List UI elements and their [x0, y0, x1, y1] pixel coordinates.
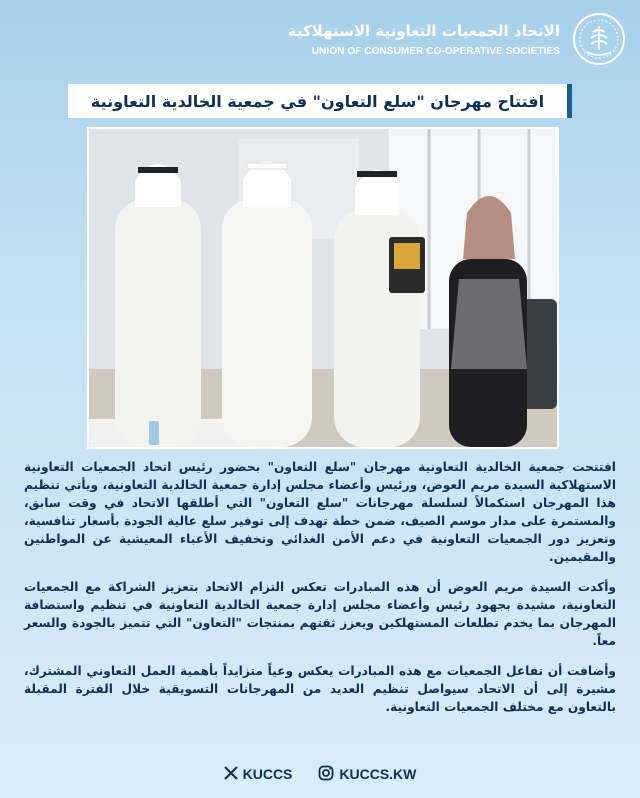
footer	[0, 762, 640, 786]
org-name-english: UNION OF CONSUMER CO-OPERATIVE SOCIETIES	[311, 46, 560, 57]
paragraph-1: افتتحت جمعية الخالدية التعاونية مهرجان "سلع التعاون" بحضور رئيس اتحاد الجمعيات التعاونية الاستهلاكية السيدة مريم العوض، ورئيس وأعضاء مجلس إدارة جمعية الخالدية التعاونية، ويأتي تنظيم هذا المهرجان استكمالاً لسلسلة مهرجانات "سلع التعاون" التي أطلقها الاتحاد في وقت سابق، والمستمرة على مدار موسم الصيف، ضمن خطة تهدف إلى توفير سلع عالية الجودة بأسعار تنافسية، وتعزيز دور الجمعيات التعاونية في دعم الأمن الغذائي وتخفيف الأعباء المعيشية عن المواطنين والمقيمين.	[24, 460, 616, 564]
paragraph-2: وأكدت السيدة مريم العوض أن هذه المبادرات تعكس التزام الاتحاد بتعزيز الشراكة مع الجمعيات التعاونية، مشيدة بجهود رئيس وأعضاء مجلس إدارة جمعية الخالدية التعاونية في تنظيم واستضافة المهرجان بما يخدم تطلعات المستهلكين ويعزز ثقتهم بمنتجات "التعاون" التي تتميز بالجودة والسعر معاً.	[24, 580, 616, 648]
x-social-link[interactable]	[224, 766, 293, 783]
article-body	[24, 458, 616, 728]
instagram-social-link[interactable]	[318, 765, 416, 784]
org-name-arabic: الاتحاد الجمعيات التعاونية الاستهلاكية	[287, 22, 560, 40]
instagram-icon	[318, 765, 334, 784]
headline-box	[68, 84, 572, 118]
instagram-handle: KUCCS.KW	[339, 766, 417, 782]
x-logo-icon	[224, 766, 238, 783]
header	[0, 10, 640, 70]
union-emblem-icon	[572, 12, 626, 66]
headline: افتتاح مهرجان "سلع التعاون" في جمعية الخالدية التعاونية	[90, 91, 545, 111]
paragraph-3: وأضافت أن تفاعل الجمعيات مع هذه المبادرات يعكس وعياً متزايداً بأهمية العمل التعاوني المشترك، مشيرة إلى أن الاتحاد سيواصل تنظيم العديد من المهرجانات التسويقية خلال الفترة المقبلة بالتعاون مع مختلف الجمعيات التعاونية.	[24, 664, 616, 714]
group-photo	[87, 127, 559, 449]
x-handle: KUCCS	[242, 766, 293, 782]
